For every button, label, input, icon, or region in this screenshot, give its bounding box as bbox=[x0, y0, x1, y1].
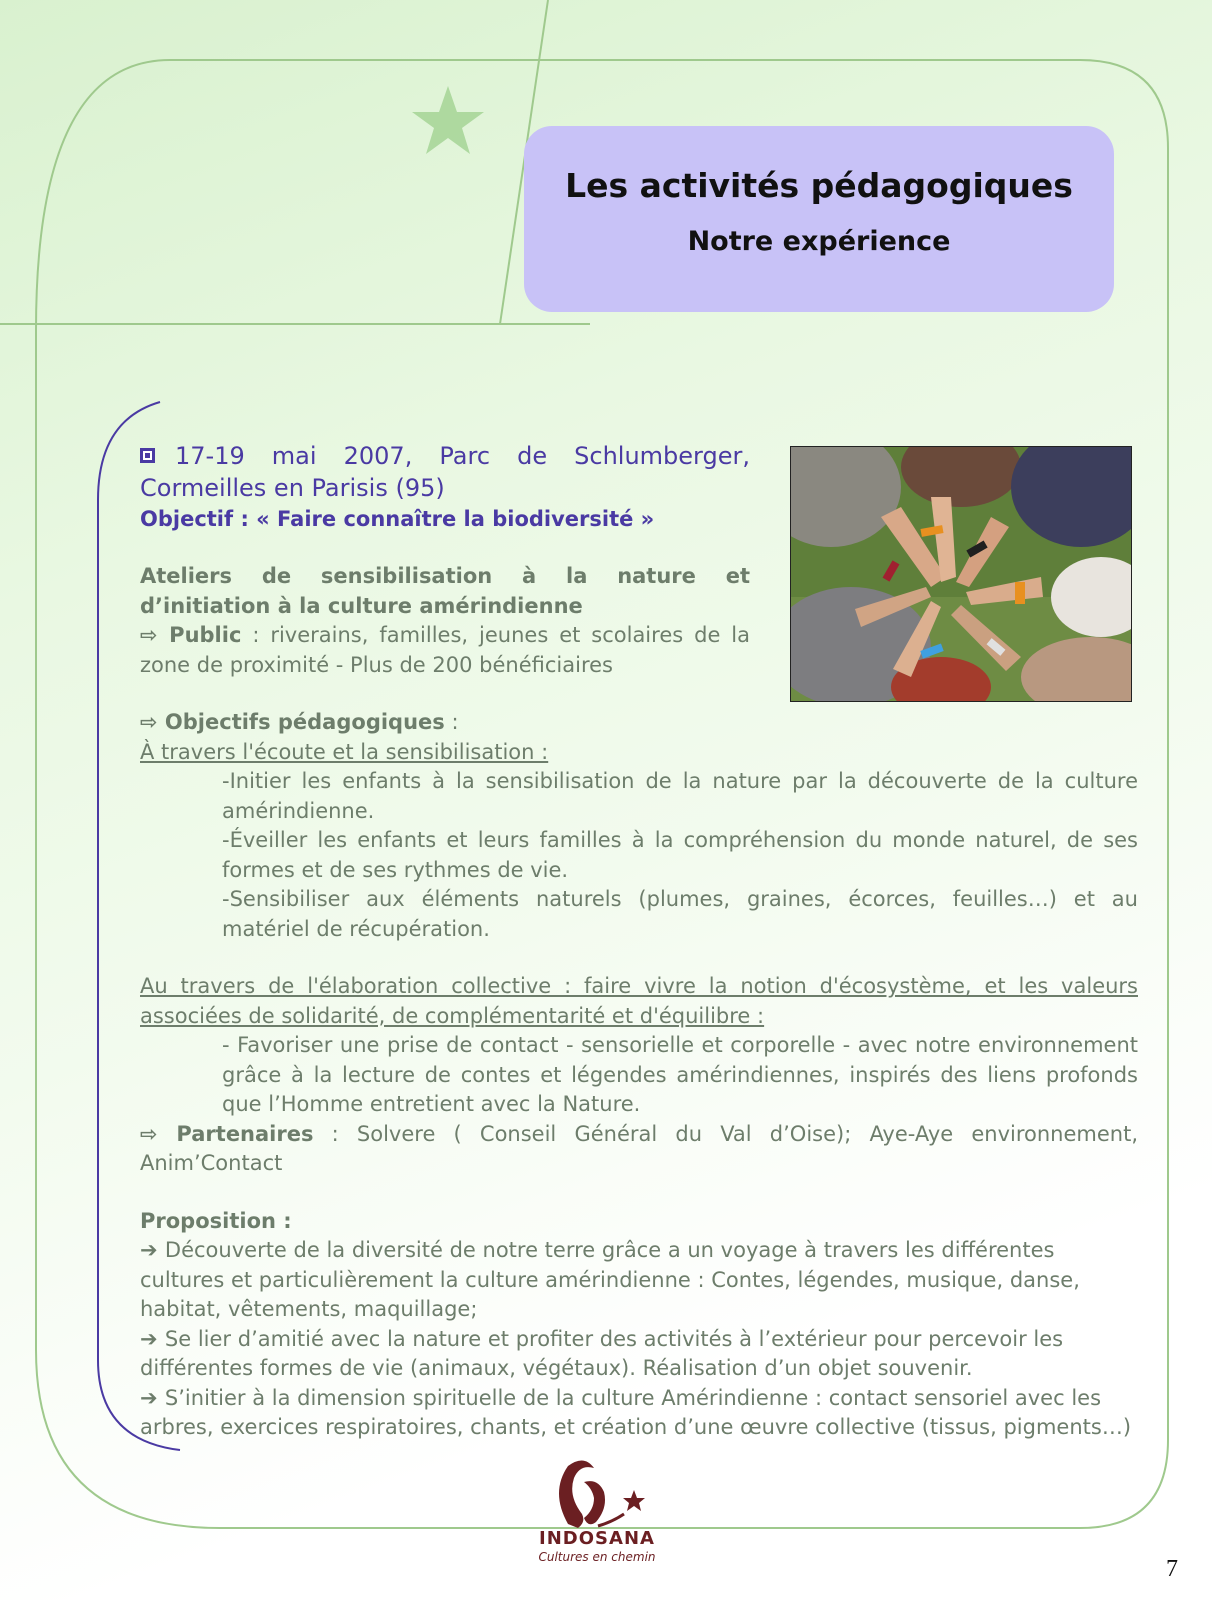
page-number: 7 bbox=[1166, 1556, 1178, 1582]
outline-arrow-icon: ⇨ bbox=[140, 710, 165, 734]
public-paragraph bbox=[140, 621, 750, 680]
main-content bbox=[140, 440, 1138, 1443]
ecoute-heading: À travers l'écoute et la sensibilisation : bbox=[140, 739, 549, 764]
outline-arrow-icon: ⇨ bbox=[140, 623, 170, 647]
proposition-item-text: S’initier à la dimension spirituelle de la culture Amérindienne : contact sensoriel avec les arbres, exercices respiratoires, chants, et création d’une œuvre collective (tissus, pigments…) bbox=[140, 1385, 1132, 1439]
title-box bbox=[524, 126, 1114, 312]
proposition-item bbox=[140, 1236, 1138, 1325]
partenaires-text: : Solvere ( Conseil Général du Val d’Oise); Aye-Aye environnement, Anim’Contact bbox=[140, 1121, 1138, 1175]
logo-tagline: Cultures en chemin bbox=[538, 1550, 656, 1564]
event-objective: Objectif : « Faire connaître la biodiversité » bbox=[140, 507, 655, 531]
proposition-item bbox=[140, 1384, 1138, 1443]
logo-name: INDOSANA bbox=[539, 1528, 655, 1549]
page-subtitle: Notre expérience bbox=[687, 226, 951, 257]
solid-arrow-icon: ➔ bbox=[140, 1385, 165, 1410]
ecoute-item: -Initier les enfants à la sensibilisation de la nature par la découverte de la culture amérindienne. bbox=[222, 769, 1138, 823]
ecoute-item: -Sensibiliser aux éléments naturels (plumes, graines, écorces, feuilles…) et au matériel de récupération. bbox=[222, 887, 1138, 941]
objectifs-heading bbox=[140, 708, 750, 738]
proposition-item-text: Se lier d’amitié avec la nature et profiter des activités à l’extérieur pour percevoir les différentes formes de vie (animaux, végétaux). Réalisation d’un objet souvenir. bbox=[140, 1326, 1064, 1380]
objectifs-label: Objectifs pédagogiques bbox=[164, 710, 445, 734]
partenaires-paragraph bbox=[140, 1120, 1138, 1179]
event-title bbox=[140, 440, 750, 504]
workshops-description: Ateliers de sensibilisation à la nature et d’initiation à la culture amérindienne bbox=[140, 564, 750, 618]
proposition-item bbox=[140, 1325, 1138, 1384]
square-bullet-icon bbox=[140, 448, 155, 463]
ecoute-item: -Éveiller les enfants et leurs familles à la compréhension du monde naturel, de ses formes et de ses rythmes de vie. bbox=[222, 828, 1138, 882]
outline-arrow-icon: ⇨ bbox=[140, 1121, 177, 1146]
event-title-text: 17-19 mai 2007, Parc de Schlumberger, Cormeilles en Parisis (95) bbox=[140, 442, 750, 502]
collective-item: - Favoriser une prise de contact - sensorielle et corporelle - avec notre environnement grâce à la lecture de contes et légendes amérindiennes, inspirés des liens profonds que l’Homme entretient avec la Nature. bbox=[222, 1033, 1138, 1116]
collective-heading: Au travers de l'élaboration collective : faire vivre la notion d'écosystème, et les valeurs associées de solidarité, de complémentarité et d'équilibre : bbox=[140, 974, 1138, 1028]
solid-arrow-icon: ➔ bbox=[140, 1238, 165, 1262]
public-text: : riverains, familles, jeunes et scolaires de la zone de proximité - Plus de 200 bénéficiaires bbox=[140, 623, 750, 677]
solid-arrow-icon: ➔ bbox=[140, 1326, 165, 1351]
objectifs-label-suffix: : bbox=[444, 710, 459, 734]
page-title: Les activités pédagogiques bbox=[565, 166, 1073, 205]
partenaires-label: Partenaires bbox=[176, 1121, 314, 1146]
proposition-heading: Proposition : bbox=[140, 1208, 292, 1233]
proposition-item-text: Découverte de la diversité de notre terre grâce a un voyage à travers les différentes cultures et particulièrement la culture amérindienne : Contes, légendes, musique, danse, habitat, vêtements, maquillage; bbox=[140, 1238, 1080, 1321]
public-label: Public bbox=[169, 623, 242, 647]
